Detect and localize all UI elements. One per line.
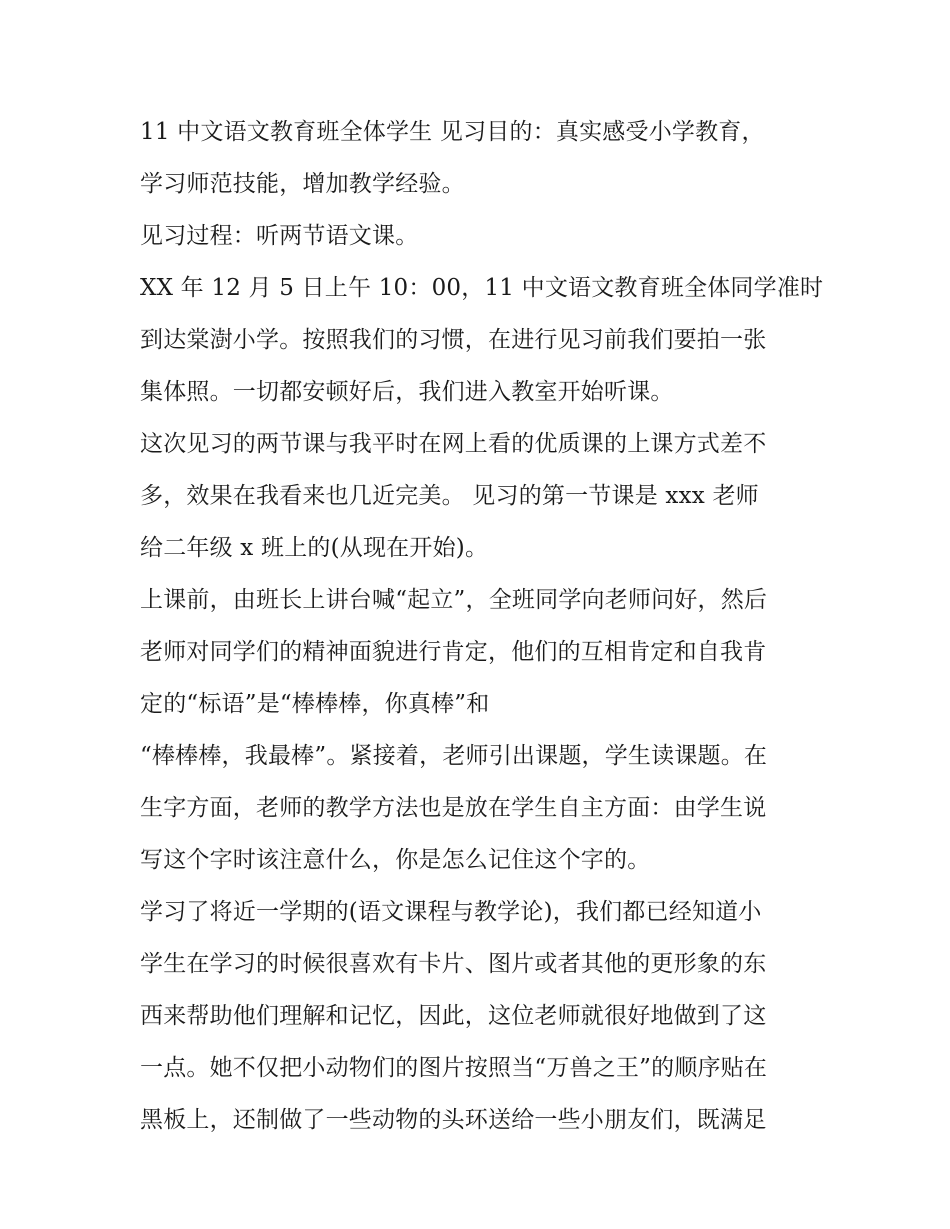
text-line-6: 集体照。一切都安顿好后，我们进入教室开始听课。 (140, 379, 674, 405)
text-line-5: 到达棠澍小学。按照我们的习惯，在进行见习前我们要拍一张 (140, 327, 767, 353)
text-line-19: 一点。她不仅把小动物们的图片按照当“万兽之王”的顺序贴在 (140, 1055, 768, 1081)
text-line-12: 定的“标语”是“棒棒棒，你真棒”和 (140, 691, 490, 717)
text-line-9: 给二年级 x 班上的(从现在开始)。 (140, 535, 489, 561)
text-line-11: 老师对同学们的精神面貌进行肯定，他们的互相肯定和自我肯 (140, 639, 767, 665)
text-line-2: 学习师范技能，增加教学经验。 (140, 171, 465, 197)
text-line-20: 黑板上，还制做了一些动物的头环送给一些小朋友们，既满足 (140, 1107, 767, 1133)
text-line-18: 西来帮助他们理解和记忆，因此，这位老师就很好地做到了这 (140, 1003, 767, 1029)
text-line-4: XX 年 12 月 5 日上午 10：00，11 中文语文教育班全体同学准时 (140, 275, 824, 301)
text-line-8: 多，效果在我看来也几近完美。 见习的第一节课是 xxx 老师 (140, 483, 759, 509)
document-body (140, 106, 824, 1146)
text-line-10: 上课前，由班长上讲台喊“起立”，全班同学向老师问好，然后 (140, 587, 768, 613)
text-line-7: 这次见习的两节课与我平时在网上看的优质课的上课方式差不 (140, 431, 767, 457)
text-line-17: 学生在学习的时候很喜欢有卡片、图片或者其他的更形象的东 (140, 951, 767, 977)
text-line-16: 学习了将近一学期的(语文课程与教学论)，我们都已经知道小 (140, 899, 762, 925)
text-line-14: 生字方面，老师的教学方法也是放在学生自主方面：由学生说 (140, 795, 767, 821)
text-line-15: 写这个字时该注意什么，你是怎么记住这个字的。 (140, 847, 651, 873)
text-line-3: 见习过程：听两节语文课。 (140, 223, 419, 249)
text-line-13: “棒棒棒，我最棒”。紧接着，老师引出课题，学生读课题。在 (140, 743, 768, 769)
text-line-1: 11 中文语文教育班全体学生 见习目的：真实感受小学教育， (140, 119, 765, 145)
